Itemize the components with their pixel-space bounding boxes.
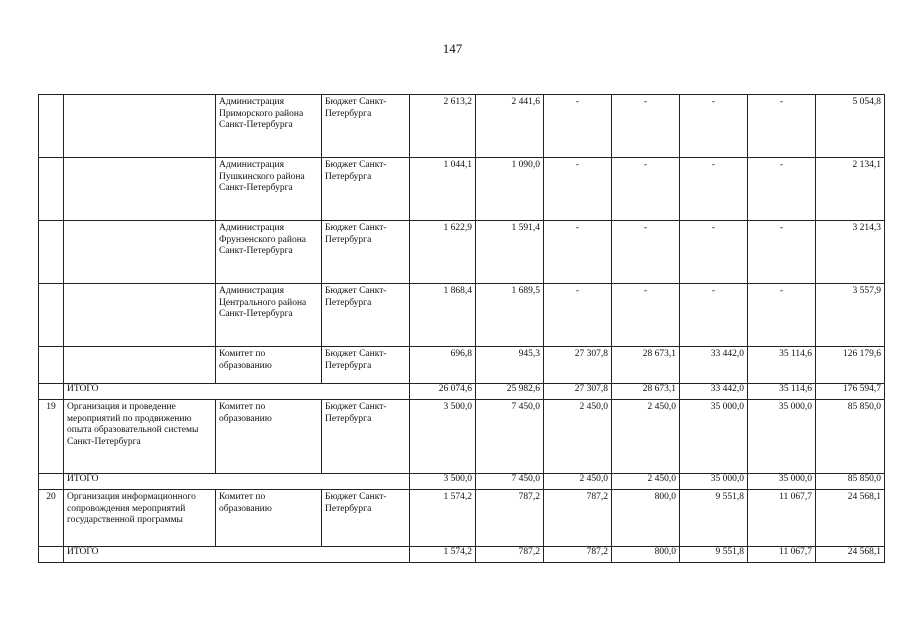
total-value-cell: 126 179,6 xyxy=(816,347,885,384)
executor-cell: Администрация Приморского района Санкт-Петербурга xyxy=(216,95,322,158)
page-number: 147 xyxy=(442,41,463,56)
activity-name-cell: Организация и проведение мероприятий по продвижению опыта образовательной системы Санкт-Петербурга xyxy=(64,400,216,474)
row-number-cell xyxy=(39,95,64,158)
value-cell: 35 114,6 xyxy=(748,347,816,384)
value-cell: 35 000,0 xyxy=(680,400,748,474)
row-number-cell xyxy=(39,221,64,284)
activity-name-cell xyxy=(64,95,216,158)
value-cell: 1 622,9 xyxy=(410,221,476,284)
total-value-cell: 24 568,1 xyxy=(816,490,885,547)
value-cell: 787,2 xyxy=(544,490,612,547)
value-cell: 3 500,0 xyxy=(410,400,476,474)
value-cell: 1 868,4 xyxy=(410,284,476,347)
value-cell: 25 982,6 xyxy=(476,384,544,400)
value-cell: 787,2 xyxy=(544,547,612,563)
row-number-cell xyxy=(39,547,64,563)
table-row xyxy=(39,400,885,474)
value-cell: 27 307,8 xyxy=(544,384,612,400)
value-cell: 1 574,2 xyxy=(410,547,476,563)
value-cell: 1 044,1 xyxy=(410,158,476,221)
value-cell: 35 000,0 xyxy=(748,400,816,474)
row-number-cell xyxy=(39,284,64,347)
value-cell: 9 551,8 xyxy=(680,547,748,563)
table-row xyxy=(39,95,885,158)
value-cell: 33 442,0 xyxy=(680,347,748,384)
total-value-cell: 3 557,9 xyxy=(816,284,885,347)
value-cell: 2 450,0 xyxy=(612,474,680,490)
value-cell: 2 441,6 xyxy=(476,95,544,158)
row-number-cell xyxy=(39,474,64,490)
value-cell: - xyxy=(612,221,680,284)
value-cell: 1 090,0 xyxy=(476,158,544,221)
value-cell: - xyxy=(748,284,816,347)
total-label-cell: ИТОГО xyxy=(64,547,410,563)
executor-cell: Комитет по образованию xyxy=(216,400,322,474)
value-cell: - xyxy=(680,221,748,284)
table-row xyxy=(39,347,885,384)
table-row xyxy=(39,490,885,547)
row-number-cell xyxy=(39,384,64,400)
activity-name-cell: Организация информационного сопровождения мероприятий государственной программы xyxy=(64,490,216,547)
total-label-cell: ИТОГО xyxy=(64,474,410,490)
executor-cell: Администрация Пушкинского района Санкт-Петербурга xyxy=(216,158,322,221)
activity-name-cell xyxy=(64,284,216,347)
value-cell: - xyxy=(680,284,748,347)
activity-name-cell xyxy=(64,158,216,221)
total-value-cell: 176 594,7 xyxy=(816,384,885,400)
value-cell: 11 067,7 xyxy=(748,490,816,547)
value-cell: 35 000,0 xyxy=(748,474,816,490)
value-cell: - xyxy=(544,95,612,158)
value-cell: 1 689,5 xyxy=(476,284,544,347)
funding-source-cell: Бюджет Санкт-Петербурга xyxy=(322,95,410,158)
table-row xyxy=(39,284,885,347)
value-cell: 9 551,8 xyxy=(680,490,748,547)
total-value-cell: 24 568,1 xyxy=(816,547,885,563)
row-number-cell: 20 xyxy=(39,490,64,547)
value-cell: 1 591,4 xyxy=(476,221,544,284)
value-cell: 35 000,0 xyxy=(680,474,748,490)
total-label-cell: ИТОГО xyxy=(64,384,410,400)
value-cell: 27 307,8 xyxy=(544,347,612,384)
funding-source-cell: Бюджет Санкт-Петербурга xyxy=(322,221,410,284)
value-cell: - xyxy=(612,284,680,347)
funding-source-cell: Бюджет Санкт-Петербурга xyxy=(322,158,410,221)
table-row xyxy=(39,158,885,221)
value-cell: 800,0 xyxy=(612,490,680,547)
total-value-cell: 85 850,0 xyxy=(816,400,885,474)
executor-cell: Администрация Центрального района Санкт-Петербурга xyxy=(216,284,322,347)
value-cell: - xyxy=(748,95,816,158)
total-value-cell: 85 850,0 xyxy=(816,474,885,490)
table-row xyxy=(39,221,885,284)
value-cell: - xyxy=(680,95,748,158)
executor-cell: Комитет по образованию xyxy=(216,347,322,384)
value-cell: - xyxy=(680,158,748,221)
value-cell: 26 074,6 xyxy=(410,384,476,400)
value-cell: 800,0 xyxy=(612,547,680,563)
value-cell: 33 442,0 xyxy=(680,384,748,400)
total-row xyxy=(39,384,885,400)
value-cell: 1 574,2 xyxy=(410,490,476,547)
value-cell: - xyxy=(544,221,612,284)
activity-name-cell xyxy=(64,221,216,284)
value-cell: 945,3 xyxy=(476,347,544,384)
total-value-cell: 3 214,3 xyxy=(816,221,885,284)
value-cell: 2 450,0 xyxy=(544,400,612,474)
total-value-cell: 2 134,1 xyxy=(816,158,885,221)
total-row xyxy=(39,547,885,563)
budget-table xyxy=(38,94,885,563)
value-cell: - xyxy=(544,158,612,221)
value-cell: 2 450,0 xyxy=(612,400,680,474)
funding-source-cell: Бюджет Санкт-Петербурга xyxy=(322,490,410,547)
value-cell: 787,2 xyxy=(476,547,544,563)
value-cell: - xyxy=(544,284,612,347)
value-cell: 35 114,6 xyxy=(748,384,816,400)
value-cell: 28 673,1 xyxy=(612,347,680,384)
total-row xyxy=(39,474,885,490)
row-number-cell xyxy=(39,158,64,221)
value-cell: - xyxy=(748,158,816,221)
executor-cell: Комитет по образованию xyxy=(216,490,322,547)
value-cell: 696,8 xyxy=(410,347,476,384)
value-cell: 2 450,0 xyxy=(544,474,612,490)
value-cell: 28 673,1 xyxy=(612,384,680,400)
value-cell: - xyxy=(748,221,816,284)
row-number-cell: 19 xyxy=(39,400,64,474)
value-cell: - xyxy=(612,95,680,158)
executor-cell: Администрация Фрунзенского района Санкт-Петербурга xyxy=(216,221,322,284)
value-cell: 787,2 xyxy=(476,490,544,547)
funding-source-cell: Бюджет Санкт-Петербурга xyxy=(322,347,410,384)
value-cell: 7 450,0 xyxy=(476,400,544,474)
value-cell: 3 500,0 xyxy=(410,474,476,490)
value-cell: 2 613,2 xyxy=(410,95,476,158)
funding-source-cell: Бюджет Санкт-Петербурга xyxy=(322,284,410,347)
total-value-cell: 5 054,8 xyxy=(816,95,885,158)
value-cell: 11 067,7 xyxy=(748,547,816,563)
funding-source-cell: Бюджет Санкт-Петербурга xyxy=(322,400,410,474)
value-cell: - xyxy=(612,158,680,221)
activity-name-cell xyxy=(64,347,216,384)
value-cell: 7 450,0 xyxy=(476,474,544,490)
row-number-cell xyxy=(39,347,64,384)
